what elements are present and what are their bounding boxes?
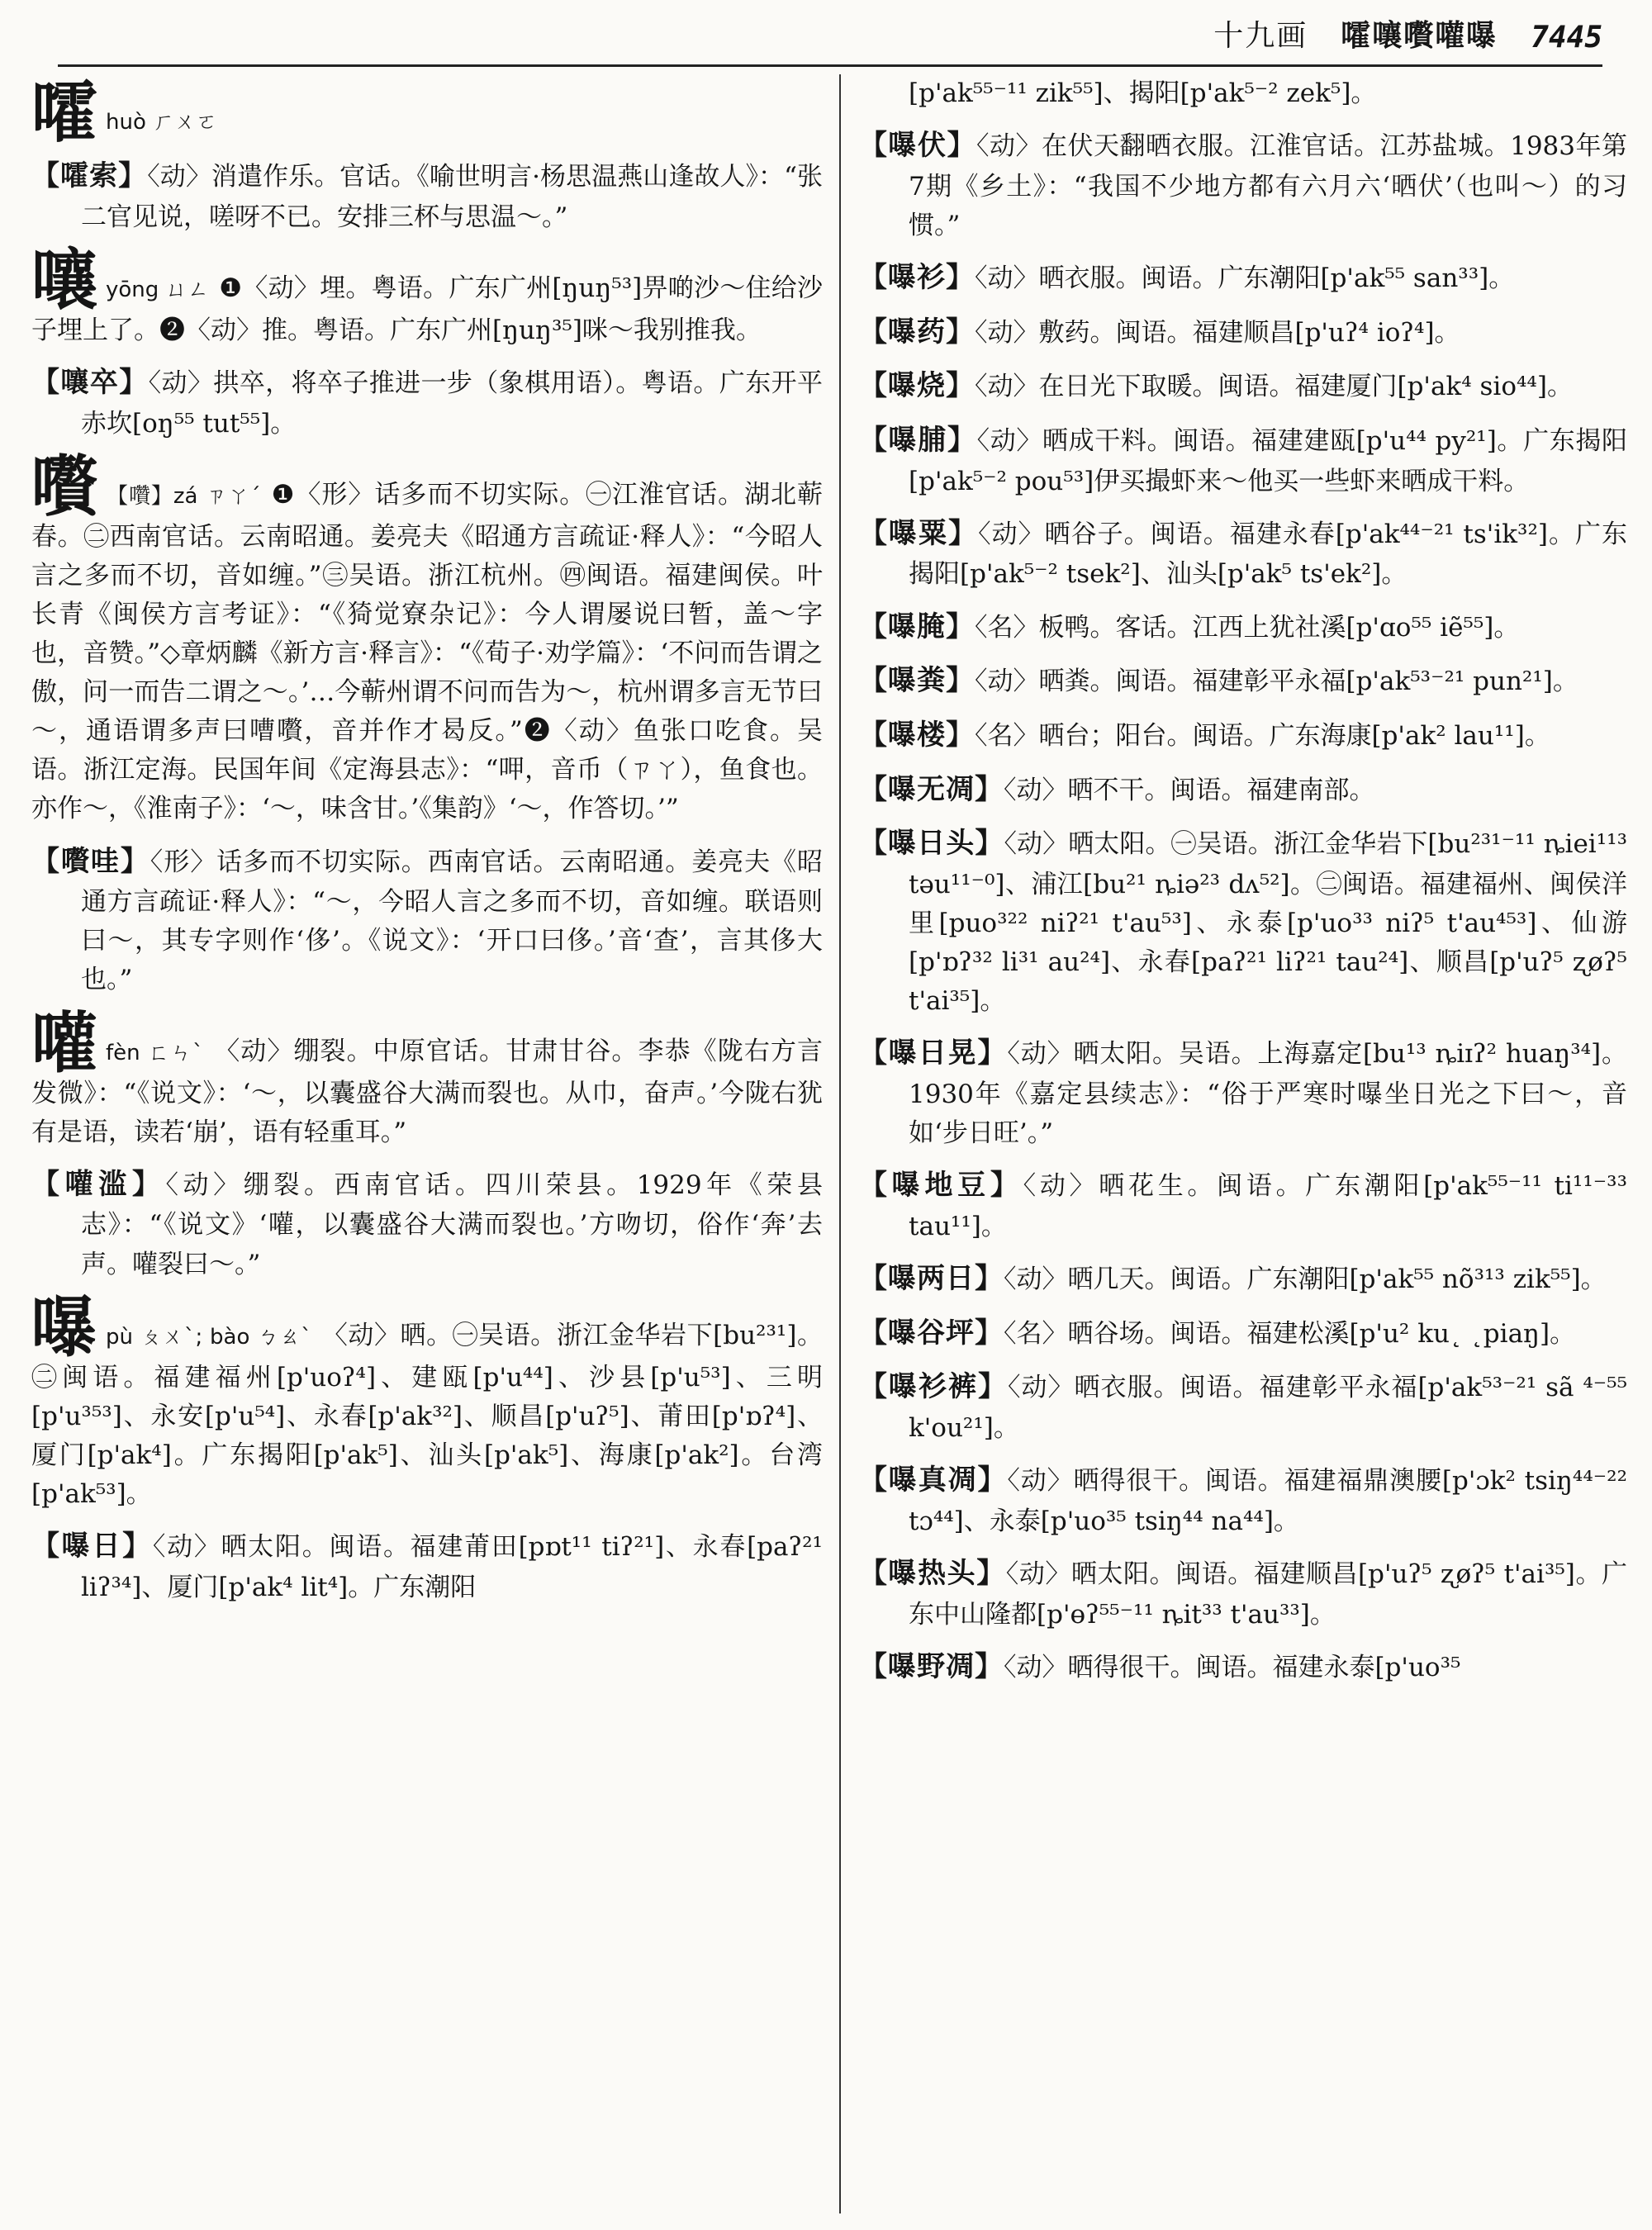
pronunciation: yōng ㄩㄥ [106, 277, 210, 302]
definition-text: 〈动〉晒成干料。闽语。福建建瓯[p'u⁴⁴ py²¹]。广东揭阳[p'ak⁵⁻² pou⁵³]伊买撮虾来～他买一些虾来晒成干料。 [909, 426, 1627, 496]
definition-text: 〈动〉绷裂。西南官话。四川荣县。1929年《荣县志》：“《说文》‘嚾，以囊盛谷大满而裂也。’方吻切，俗作‘奔’去声。嚾裂曰～。” [81, 1170, 823, 1279]
sub-entry-word: 【嚗日头】 [859, 827, 1004, 861]
sub-entry [859, 125, 1627, 245]
definition-text: 〈动〉晒粪。闽语。福建彰平永福[p'ak⁵³⁻²¹ pun²¹]。 [975, 667, 1578, 697]
sub-entry-word: 【嚗粪】 [859, 664, 975, 698]
sub-entry-word: 【嚗无凋】 [859, 772, 1004, 806]
sub-entry [859, 714, 1627, 757]
headword-entry [31, 447, 823, 829]
sub-entry [859, 823, 1627, 1021]
sub-entry [859, 660, 1627, 703]
sub-entry-word: 【嚽哇】 [31, 844, 150, 878]
headword: 嚷 [31, 240, 97, 319]
definition-text: 〈动〉消遣作乐。官话。《喻世明言·杨思温燕山逢故人》：“张二官见说，嗟呀不已。安排三杯与思温～。” [81, 162, 823, 232]
sub-entry [31, 362, 823, 444]
sub-entry-word: 【嚗药】 [859, 315, 975, 349]
sub-entry-word: 【嚗热头】 [859, 1556, 1006, 1590]
sub-entry-word: 【嚾滥】 [31, 1167, 166, 1201]
sub-entry-word: 【嚗日】 [31, 1530, 153, 1563]
continued-entry [859, 74, 1627, 113]
definition-text: 〈动〉晒。㊀吴语。浙江金华岩下[bu²³¹]。㊁闽语。福建福州[p'uoʔ⁴]、建瓯[p'u⁴⁴]、沙县[p'u⁵³]、三明[p'u³⁵³]、永安[p'u⁵⁴]、永春[p'ak³²]、顺昌[p'uʔ⁵]、莆田[p'ɒʔ⁴]、厦门[p'ak⁴]。广东揭阳[p'ak⁵]、汕头[p'ak⁵]、海康[p'ak²]。台湾[p'ak⁵³]。 [31, 1320, 823, 1509]
sub-entry-word: 【嚗腌】 [859, 610, 975, 643]
sub-entry [859, 1553, 1627, 1635]
headword-entry [31, 1288, 823, 1514]
running-header [58, 15, 1602, 55]
definition-text: 〈动〉晒太阳。㊀吴语。浙江金华岩下[bu²³¹⁻¹¹ ȵiei¹¹³ təu¹¹⁻⁰]、浦江[bu²¹ ȵiə²³ dʌ⁵²]。㊁闽语。福建福州、闽侯洋里[puo³²² niʔ²¹ t'au⁵³]、永泰[p'uo³³ niʔ⁵ t'au⁴⁵³]、仙游[p'ɒʔ³² li³¹ au²⁴]、永春[paʔ²¹ liʔ²¹ tau²⁴]、顺昌[p'uʔ⁵ ʐøʔ⁵ t'ai³⁵]。 [909, 829, 1627, 1017]
stroke-count-label: 十九画 [1213, 19, 1308, 53]
sub-entry-word: 【嚗野凋】 [859, 1649, 1004, 1683]
sub-entry-word: 【嚗烧】 [859, 369, 975, 403]
definition-text: 〈动〉绷裂。中原官话。甘肃甘谷。李恭《陇右方言发微》：“《说文》：‘～，以囊盛谷大满而裂也。从巾，奋声。’今陇右犹有是语，读若‘崩’，语有轻重耳。” [31, 1036, 823, 1147]
definition-text: ❶〈动〉埋。粤语。广东广州[ŋuŋ⁵³]畀啲沙～住给沙子埋上了。❷〈动〉推。粤语。广东广州[ŋuŋ³⁵]咪～我别推我。 [31, 273, 823, 345]
sub-entry [859, 1165, 1627, 1246]
definition-text: 〈动〉晒衣服。闽语。广东潮阳[p'ak⁵⁵ san³³]。 [975, 263, 1515, 293]
definition-text: ❶〈形〉话多而不切实际。㊀江淮官话。湖北蕲春。㊁西南官话。云南昭通。姜亮夫《昭通方言疏证·释人》：“今昭人言之多而不切，音如缠。”㊂吴语。浙江杭州。㊃闽语。福建闽侯。叶长青《闽侯方言考证》：“《猗觉寮杂记》：今人谓屡说曰暂，盖～字也，音赞。”◇章炳麟《新方言·释言》：“《荀子·劝学篇》：‘不问而告谓之傲，问一而告二谓之～。’…今蕲州谓不问而告为～，杭州谓多言无节曰～，通语谓多声曰嘈嚽，音并作才曷反。”❷〈动〉鱼张口吃食。吴语。浙江定海。民国年间《定海县志》：“呷，音币（ㄗㄚ），鱼食也。亦作～，《淮南子》：‘～，味含甘。’《集韵》‘～，作答切。’” [31, 479, 823, 824]
sub-entry-word: 【嚗地豆】 [859, 1169, 1023, 1203]
sub-entry [31, 1525, 823, 1607]
header-characters: 嚯嚷嚽嚾嚗 [1341, 18, 1498, 53]
sub-entry-word: 【嚗伏】 [859, 129, 977, 163]
definition-text: [p'ak⁵⁵⁻¹¹ zik⁵⁵]、揭阳[p'ak⁵⁻² zek⁵]。 [909, 78, 1377, 108]
headword: 嚯 [31, 74, 97, 151]
headword-entry [31, 74, 823, 151]
sub-entry [859, 257, 1627, 300]
sub-entry [859, 1459, 1627, 1541]
column-divider [839, 74, 841, 2213]
sub-entry-word: 【嚗真凋】 [859, 1464, 1008, 1497]
sub-entry-word: 【嚗楼】 [859, 718, 975, 752]
definition-text: 〈动〉晒衣服。闽语。福建彰平永福[p'ak⁵³⁻²¹ sã ⁴⁻⁵⁵ k'ou²¹]。 [909, 1373, 1627, 1444]
sub-entry-word: 【嚷卒】 [31, 365, 149, 399]
definition-text: 〈动〉晒谷子。闽语。福建永春[p'ak⁴⁴⁻²¹ ts'ik³²]。广东揭阳[p'ak⁵⁻² tsek²]、汕头[p'ak⁵ ts'ek²]。 [909, 519, 1627, 590]
definition-text: 〈形〉话多而不切实际。西南官话。云南昭通。姜亮夫《昭通方言疏证·释人》：“～，今昭人言之多而不切，音如缠。联语则曰～，其专字则作‘侈’。《说文》：‘开口曰侈。’音‘查’，言其侈大也。” [81, 847, 823, 995]
headword-entry [31, 240, 823, 350]
sub-entry-word: 【嚗衫】 [859, 261, 975, 294]
sub-entry [31, 841, 823, 1000]
definition-text: 〈动〉晒太阳。闽语。福建顺昌[p'uʔ⁵ ʐøʔ⁵ t'ai³⁵]。广东中山隆都[p'ɵʔ⁵⁵⁻¹¹ ȵit³³ t'au³³]。 [909, 1559, 1627, 1630]
sub-entry [859, 513, 1627, 595]
page-number: 7445 [1531, 21, 1602, 55]
sub-entry-word: 【嚗日晃】 [859, 1037, 1008, 1070]
headword: 嚽 [31, 447, 97, 525]
sub-entry-word: 【嚗粟】 [859, 516, 979, 550]
sub-entry-word: 【嚗两日】 [859, 1262, 1004, 1296]
definition-text: 〈动〉在日光下取暖。闽语。福建厦门[p'ak⁴ sio⁴⁴]。 [975, 372, 1573, 402]
definition-text: 〈名〉板鸭。客话。江西上犹社溪[p'ɑo⁵⁵ iẽ⁵⁵]。 [975, 612, 1520, 643]
definition-text: 〈名〉晒台；阳台。闽语。广东海康[p'ak² lau¹¹]。 [975, 720, 1550, 751]
sub-entry [859, 1258, 1627, 1301]
sub-entry-word: 【嚯索】 [31, 159, 148, 192]
sub-entry [859, 311, 1627, 354]
definition-text: 〈动〉晒得很干。闽语。福建福鼎澳腰[p'ɔk² tsiŋ⁴⁴⁻²² tɔ⁴⁴]、永泰[p'uo³⁵ tsiŋ⁴⁴ na⁴⁴]。 [909, 1466, 1627, 1536]
definition-text: 〈动〉晒几天。闽语。广东潮阳[p'ak⁵⁵ nõ³¹³ zik⁵⁵]。 [1004, 1264, 1607, 1295]
headword: 嚾 [31, 1004, 97, 1082]
definition-text: 〈名〉晒谷场。闽语。福建松溪[p'u² ku˛ ˛piaŋ]。 [1004, 1318, 1576, 1349]
pronunciation: 【囋】zá ㄗㄚˊ [106, 483, 262, 509]
sub-entry [859, 1032, 1627, 1153]
left-column [31, 74, 823, 2222]
sub-entry [31, 1164, 823, 1284]
definition-text: 〈动〉晒太阳。闽语。福建莆田[pɒt¹¹ tiʔ²¹]、永春[paʔ²¹ liʔ³⁴]、厦门[p'ak⁴ lit⁴]。广东潮阳 [81, 1532, 823, 1602]
definition-text: 〈动〉晒得很干。闽语。福建永泰[p'uo³⁵ [1004, 1652, 1461, 1682]
sub-entry-word: 【嚗脯】 [859, 424, 977, 458]
sub-entry [859, 365, 1627, 408]
sub-entry [859, 1646, 1627, 1689]
sub-entry [859, 606, 1627, 649]
sub-entry [859, 420, 1627, 501]
headword-entry [31, 1004, 823, 1152]
definition-text: 〈动〉晒不干。闽语。福建南部。 [1004, 775, 1375, 805]
definition-text: 〈动〉拱卒，将卒子推进一步（象棋用语）。粤语。广东开平赤坎[oŋ⁵⁵ tut⁵⁵]。 [81, 368, 823, 439]
sub-entry [31, 155, 823, 237]
pronunciation: huò ㄏㄨㄛ [106, 110, 218, 135]
sub-entry-word: 【嚗谷坪】 [859, 1316, 1004, 1350]
definition-text: 〈动〉敷药。闽语。福建顺昌[p'uʔ⁴ ioʔ⁴]。 [975, 317, 1460, 348]
sub-entry [859, 1366, 1627, 1448]
definition-text: 〈动〉晒花生。闽语。广东潮阳[p'ak⁵⁵⁻¹¹ ti¹¹⁻³³ tau¹¹]。 [909, 1171, 1627, 1241]
sub-entry [859, 769, 1627, 812]
right-column [859, 74, 1627, 2222]
header-rule [58, 64, 1602, 67]
definition-text: 〈动〉晒太阳。吴语。上海嘉定[bu¹³ ȵiɪʔ² huaŋ³⁴]。1930年《嘉定县续志》：“俗于严寒时嚗坐日光之下曰～，音如‘步日旺’。” [909, 1039, 1627, 1149]
pronunciation: pù ㄆㄨˋ; bào ㄅㄠˋ [106, 1324, 312, 1350]
headword: 嚗 [31, 1288, 97, 1366]
pronunciation: fèn ㄈㄣˋ [106, 1040, 205, 1065]
definition-text: 〈动〉在伏天翻晒衣服。江淮官话。江苏盐城。1983年第7期《乡土》：“我国不少地方都有六月六‘晒伏’（也叫～）的习惯。” [909, 131, 1627, 240]
sub-entry [859, 1312, 1627, 1355]
sub-entry-word: 【嚗衫裤】 [859, 1370, 1008, 1404]
